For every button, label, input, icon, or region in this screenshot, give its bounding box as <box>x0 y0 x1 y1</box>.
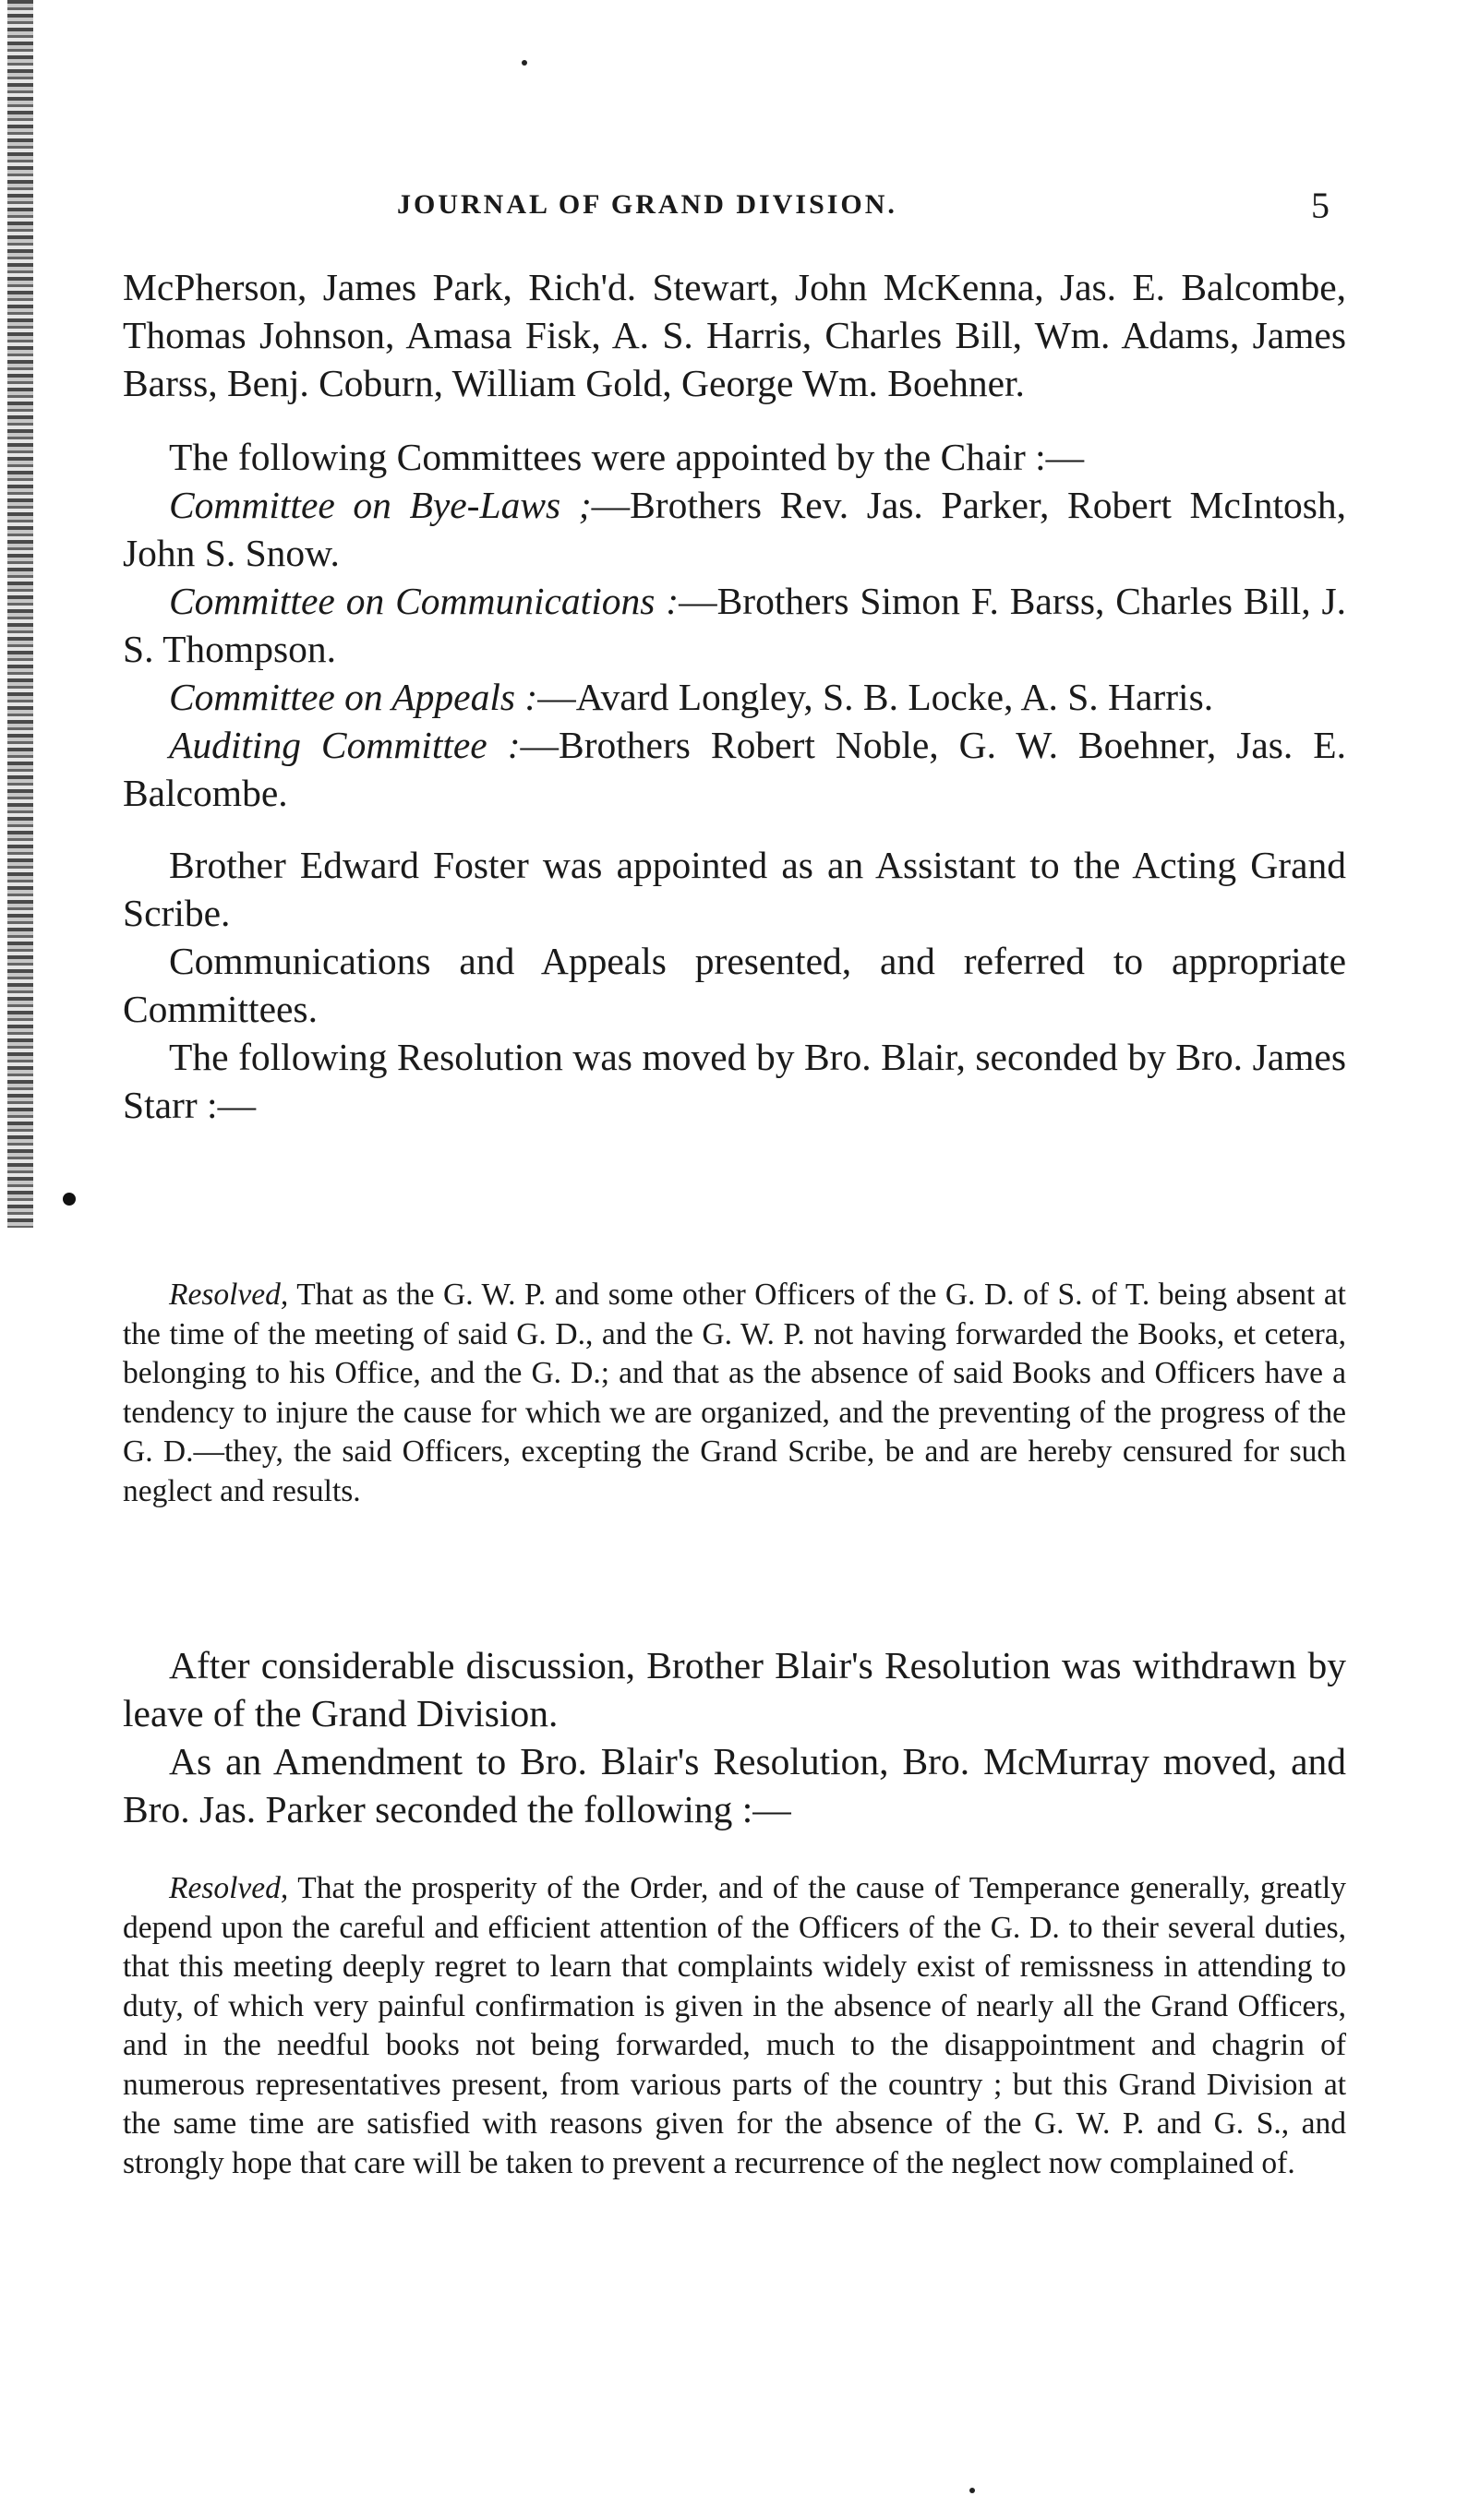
committee-members: —Brothers Robert Noble, G. W. Boehner, Jas. E. Balcombe. <box>123 724 1347 814</box>
ink-speck <box>522 60 527 66</box>
committee-members: —Avard Longley, S. B. Locke, A. S. Harris. <box>537 676 1214 718</box>
resolution-blair <box>123 1276 1346 1511</box>
resolved-label: Resolved, <box>169 1278 289 1312</box>
assistant-appointment: Brother Edward Foster was appointed as an Assistant to the Acting Grand Scribe. <box>123 844 1346 934</box>
body-text-middle <box>123 1641 1346 1833</box>
running-title: JOURNAL OF GRAND DIVISION. <box>397 189 897 220</box>
committee-label: Committee on Communications : <box>169 580 680 622</box>
binding-stitching <box>7 0 33 1228</box>
resolution-text <box>123 1276 1346 1511</box>
opening-paragraph: McPherson, James Park, Rich'd. Stewart, John McKenna, Jas. E. Balcombe, Thomas Johnson, Amasa Fisk, A. S. Harris, Charles Bill, Wm. Adams, James Barss, Benj. Coburn, William Gold, George Wm. Boehner. <box>123 266 1346 404</box>
resolution-withdrawn: After considerable discussion, Brother Blair's Resolution was withdrawn by leave of the Grand Division. <box>123 1644 1346 1734</box>
body-text-upper <box>123 263 1346 1129</box>
committee-label: Committee on Appeals : <box>169 676 538 718</box>
running-head <box>0 185 1480 226</box>
communications-referred: Communications and Appeals presented, and referred to appropriate Committees. <box>123 940 1346 1030</box>
committee-appeals <box>123 673 1346 721</box>
committee-bye-laws <box>123 481 1346 577</box>
resolution-intro: The following Resolution was moved by Bro. Blair, seconded by Bro. James Starr :— <box>123 1036 1346 1126</box>
committee-auditing <box>123 721 1346 817</box>
resolved-label: Resolved, <box>169 1871 289 1905</box>
resolution-body: That the prosperity of the Order, and of the cause of Temperance generally, greatly depend upon the careful and efficient attention of the Officers of the G. D. to their several duties, that this meeting deeply regret to learn that complaints widely exist of remissness in attending to duty, of which very painful confirmation is given in the absence of nearly all the Grand Officers, and in the needful books not being forwarded, much to the disappointment and chagrin of numerous representatives present, from various parts of the country ; but this Grand Division at the same time are satisfied with reasons given for the absence of the G. W. P. and G. S., and strongly hope that care will be taken to prevent a recurrence of the neglect now complained of. <box>123 1871 1346 2180</box>
resolution-text <box>123 1869 1346 2183</box>
committee-label: Auditing Committee : <box>169 724 521 766</box>
committee-label: Committee on Bye-Laws ; <box>169 484 592 526</box>
page-binding-edge <box>0 0 42 1228</box>
page-number: 5 <box>1311 185 1330 226</box>
ink-speck <box>969 2488 975 2493</box>
committee-members: —Brothers Simon F. Barss, Charles Bill, J. S. Thompson. <box>123 580 1346 670</box>
resolution-mcmurray <box>123 1869 1346 2183</box>
margin-bullet <box>63 1193 76 1206</box>
committees-intro: The following Committees were appointed by the Chair :— <box>169 436 1085 478</box>
amendment-intro: As an Amendment to Bro. Blair's Resolution, Bro. McMurray moved, and Bro. Jas. Parker seconded the following :— <box>123 1740 1346 1830</box>
committee-communications <box>123 577 1346 673</box>
committee-members: —Brothers Rev. Jas. Parker, Robert McIntosh, John S. Snow. <box>123 484 1346 574</box>
resolution-body: That as the G. W. P. and some other Officers of the G. D. of S. of T. being absent at the time of the meeting of said G. D., and the G. W. P. not having forwarded the Books, et cetera, belonging to his Office, and the G. D.; and that as the absence of said Books and Officers have a tendency to injure the cause for which we are organized, and the preventing of the progress of the G. D.—they, the said Officers, excepting the Grand Scribe, be and are hereby censured for such neglect and results. <box>123 1278 1346 1508</box>
